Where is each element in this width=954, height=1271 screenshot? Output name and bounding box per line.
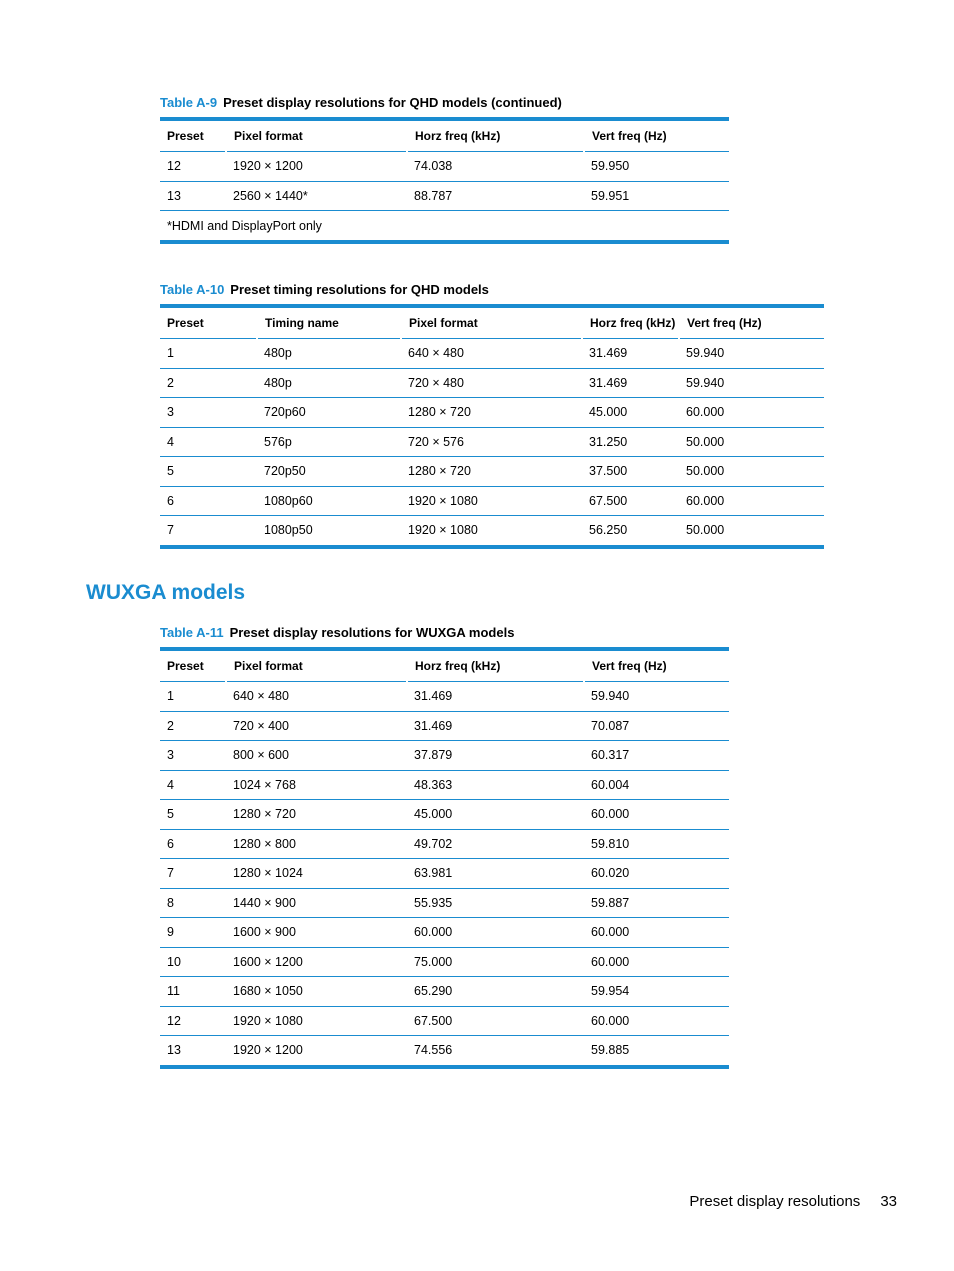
table-number: Table A-11 (160, 625, 224, 640)
table-cell: 59.950 (591, 159, 630, 174)
column-header: Horz freq (kHz) (407, 119, 584, 152)
table-cell: 60.000 (584, 918, 729, 948)
table-row (160, 152, 729, 182)
page-footer (689, 1193, 897, 1210)
table-cell: 640 × 480 (408, 346, 464, 361)
table-cell: 720 × 480 (401, 368, 582, 398)
table-cell: 480p (264, 346, 292, 361)
table-cell: 31.469 (414, 689, 453, 704)
table-cell: 37.500 (582, 457, 679, 487)
table-cell: 1080p60 (257, 486, 401, 516)
table-cell: 37.879 (407, 741, 584, 771)
table-row (160, 947, 729, 977)
table-cell: 31.469 (589, 346, 628, 361)
table-cell: 50.000 (679, 457, 824, 487)
table-row (160, 682, 729, 712)
table-cell: 11 (160, 977, 226, 1007)
table-cell: 1920 × 1080 (401, 486, 582, 516)
table-cell: 6 (160, 829, 226, 859)
table-cell: 74.038 (414, 159, 453, 174)
table-row (160, 711, 729, 741)
table-cell: 1600 × 900 (226, 918, 407, 948)
column-header: Pixel format (226, 649, 407, 682)
table-cell: 60.000 (407, 918, 584, 948)
column-header: Timing name (257, 306, 401, 339)
table-cell: 2 (160, 368, 257, 398)
table-cell: 48.363 (407, 770, 584, 800)
table-header-row (160, 649, 729, 682)
table-number: Table A-10 (160, 282, 225, 297)
table-cell: 1920 × 1080 (226, 1006, 407, 1036)
table-cell: 50.000 (679, 427, 824, 457)
table-row (160, 1006, 729, 1036)
table-cell: 12 (160, 1006, 226, 1036)
table-cell: 59.940 (591, 689, 630, 704)
table-cell: 1280 × 720 (401, 457, 582, 487)
table-cell: 60.004 (584, 770, 729, 800)
table-a11 (160, 647, 729, 1069)
table-cell: 60.000 (584, 800, 729, 830)
table-cell: 1280 × 1024 (226, 859, 407, 889)
table-row (160, 516, 824, 547)
table-cell: 720p50 (257, 457, 401, 487)
table-cell: 7 (160, 859, 226, 889)
table-cell: 63.981 (407, 859, 584, 889)
table-footnote: *HDMI and DisplayPort only (160, 211, 729, 243)
table-cell: 640 × 480 (233, 689, 289, 704)
table-cell: 67.500 (407, 1006, 584, 1036)
table-cell: 56.250 (582, 516, 679, 547)
table-cell: 9 (160, 918, 226, 948)
table-row (160, 398, 824, 428)
table-title: Preset timing resolutions for QHD models (230, 282, 489, 297)
table-cell: 720p60 (257, 398, 401, 428)
table-a9-caption (160, 95, 562, 110)
table-cell: 1440 × 900 (226, 888, 407, 918)
table-cell: 65.290 (407, 977, 584, 1007)
table-note-row (160, 211, 729, 243)
column-header: Horz freq (kHz) (407, 649, 584, 682)
table-cell: 74.556 (407, 1036, 584, 1067)
table-cell: 31.469 (407, 711, 584, 741)
column-header: Preset (160, 119, 226, 152)
table-row (160, 486, 824, 516)
table-cell: 2560 × 1440* (226, 181, 407, 211)
table-cell: 59.951 (584, 181, 729, 211)
table-row (160, 368, 824, 398)
table-cell: 13 (160, 1036, 226, 1067)
table-row (160, 1036, 729, 1067)
table-cell: 800 × 600 (226, 741, 407, 771)
table-header-row (160, 306, 824, 339)
table-row (160, 859, 729, 889)
table-row (160, 770, 729, 800)
table-row (160, 457, 824, 487)
table-cell: 45.000 (407, 800, 584, 830)
table-cell: 1680 × 1050 (226, 977, 407, 1007)
table-cell: 59.810 (584, 829, 729, 859)
table-cell: 59.940 (679, 368, 824, 398)
table-row (160, 918, 729, 948)
table-cell: 1920 × 1080 (401, 516, 582, 547)
table-cell: 31.469 (582, 368, 679, 398)
table-cell: 1 (167, 346, 174, 361)
table-cell: 60.000 (679, 398, 824, 428)
table-cell: 7 (160, 516, 257, 547)
table-cell: 5 (160, 800, 226, 830)
table-row (160, 977, 729, 1007)
table-cell: 49.702 (407, 829, 584, 859)
column-header: Vert freq (Hz) (584, 119, 729, 152)
table-cell: 60.000 (584, 1006, 729, 1036)
table-title: Preset display resolutions for QHD models (continued) (223, 95, 562, 110)
table-cell: 1080p50 (257, 516, 401, 547)
column-header: Preset (160, 649, 226, 682)
column-header: Horz freq (kHz) (582, 306, 679, 339)
table-cell: 1280 × 800 (226, 829, 407, 859)
column-header: Pixel format (401, 306, 582, 339)
table-cell: 59.885 (584, 1036, 729, 1067)
table-a9 (160, 117, 729, 244)
table-a11-caption (160, 625, 514, 640)
table-cell: 4 (160, 427, 257, 457)
table-cell: 480p (257, 368, 401, 398)
table-cell: 1920 × 1200 (226, 1036, 407, 1067)
page-number: 33 (880, 1193, 897, 1210)
table-a10 (160, 304, 824, 549)
table-cell: 75.000 (407, 947, 584, 977)
table-cell: 13 (160, 181, 226, 211)
table-cell: 720 × 576 (401, 427, 582, 457)
table-cell: 4 (160, 770, 226, 800)
table-cell: 1920 × 1200 (233, 159, 303, 174)
section-heading: WUXGA models (86, 581, 246, 604)
table-cell: 59.940 (686, 346, 725, 361)
table-cell: 3 (160, 398, 257, 428)
table-row (160, 888, 729, 918)
table-row (160, 427, 824, 457)
table-cell: 60.317 (584, 741, 729, 771)
table-cell: 6 (160, 486, 257, 516)
table-cell: 2 (160, 711, 226, 741)
table-cell: 59.887 (584, 888, 729, 918)
table-cell: 55.935 (407, 888, 584, 918)
column-header: Vert freq (Hz) (679, 306, 824, 339)
table-cell: 60.000 (679, 486, 824, 516)
table-cell: 3 (160, 741, 226, 771)
column-header: Pixel format (226, 119, 407, 152)
table-row (160, 829, 729, 859)
table-cell: 60.000 (584, 947, 729, 977)
table-cell: 1280 × 720 (226, 800, 407, 830)
footer-section-title: Preset display resolutions (689, 1193, 861, 1210)
column-header: Preset (160, 306, 257, 339)
table-title: Preset display resolutions for WUXGA models (229, 625, 515, 640)
table-cell: 10 (160, 947, 226, 977)
table-cell: 720 × 400 (226, 711, 407, 741)
table-cell: 59.954 (584, 977, 729, 1007)
table-row (160, 181, 729, 211)
table-header-row (160, 119, 729, 152)
table-cell: 60.020 (584, 859, 729, 889)
table-cell: 70.087 (584, 711, 729, 741)
table-cell: 5 (160, 457, 257, 487)
table-cell: 45.000 (582, 398, 679, 428)
table-cell: 1024 × 768 (226, 770, 407, 800)
table-number: Table A-9 (160, 95, 218, 110)
table-cell: 1600 × 1200 (226, 947, 407, 977)
table-cell: 88.787 (407, 181, 584, 211)
table-cell: 31.250 (582, 427, 679, 457)
table-row (160, 741, 729, 771)
table-cell: 8 (160, 888, 226, 918)
table-row (160, 339, 824, 369)
table-cell: 1 (167, 689, 174, 704)
table-cell: 50.000 (679, 516, 824, 547)
table-a10-caption (160, 282, 489, 297)
table-cell: 576p (257, 427, 401, 457)
column-header: Vert freq (Hz) (584, 649, 729, 682)
table-row (160, 800, 729, 830)
table-cell: 67.500 (582, 486, 679, 516)
table-cell: 1280 × 720 (401, 398, 582, 428)
table-cell: 12 (167, 159, 181, 174)
